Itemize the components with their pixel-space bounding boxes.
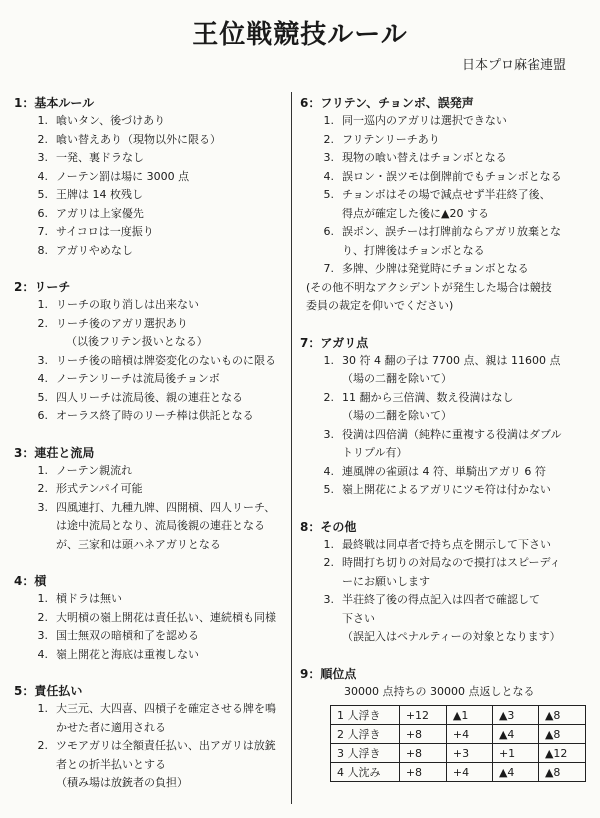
table-cell: ▲12 xyxy=(538,744,585,763)
item-number: 3. xyxy=(323,593,334,606)
item-number: 3. xyxy=(323,427,334,441)
section-heading: 2：リーチ xyxy=(14,280,71,294)
section-heading: 4：槓 xyxy=(14,574,47,588)
table-row xyxy=(331,763,586,782)
table-cell: 3 人浮き xyxy=(331,744,400,763)
rule-item xyxy=(14,149,286,168)
table-row xyxy=(331,744,586,763)
section-heading: 3：連荘と流局 xyxy=(14,445,95,460)
section-note: 委員の裁定を仰いでください) xyxy=(306,299,454,312)
item-continuation: り、打牌後はチョンボとなる xyxy=(342,243,485,257)
item-number: 2. xyxy=(37,482,48,495)
section-note: (その他不明なアクシデントが発生した場合は競技 xyxy=(306,280,552,294)
item-number: 2. xyxy=(323,390,334,404)
item-number: 4. xyxy=(323,464,334,478)
item-number: 1. xyxy=(37,463,48,477)
item-number: 2. xyxy=(323,132,334,146)
rule-item xyxy=(14,205,286,224)
rule-item xyxy=(14,242,286,261)
rule-item xyxy=(300,389,586,408)
item-number: 2. xyxy=(37,316,48,330)
item-text: 四人リーチは流局後、親の連荘となる xyxy=(56,390,243,404)
rule-item xyxy=(14,646,286,665)
table-row xyxy=(331,725,586,744)
section-heading: 6：フリテン、チョンボ、誤発声 xyxy=(300,96,474,110)
section-rank-points xyxy=(300,665,586,783)
rule-item xyxy=(300,149,586,168)
item-text: ツモアガリは全額責任払い、出アガリは放銃 xyxy=(56,739,276,752)
rank-points-table xyxy=(330,705,586,782)
table-cell: ▲4 xyxy=(492,763,538,782)
item-text: ノーテン親流れ xyxy=(56,463,133,477)
rule-item xyxy=(14,737,286,756)
item-continuation: （積み場は放銃者の負担） xyxy=(56,776,188,789)
item-number: 3. xyxy=(323,151,334,164)
item-number: 1. xyxy=(37,298,48,311)
item-continuation: （誤記入はペナルティーの対象となります） xyxy=(342,630,561,643)
rule-item xyxy=(300,260,586,279)
rule-item xyxy=(14,131,286,150)
item-continuation: は途中流局となり、流局後親の連荘となる xyxy=(56,519,265,532)
section-riichi xyxy=(14,278,286,426)
item-text: 嶺上開花と海底は重複しない xyxy=(56,647,199,661)
item-number: 1. xyxy=(37,702,48,715)
item-text: 嶺上開花によるアガリにツモ符は付かない xyxy=(342,483,551,496)
rule-item xyxy=(300,112,586,131)
rule-item xyxy=(300,131,586,150)
table-cell: 2 人浮き xyxy=(331,725,400,744)
rule-item xyxy=(14,112,286,131)
item-text: 現物の喰い替えはチョンボとなる xyxy=(342,151,507,164)
item-number: 4. xyxy=(323,169,334,183)
item-number: 1. xyxy=(323,114,334,127)
item-number: 1. xyxy=(37,592,48,605)
rule-item xyxy=(14,389,286,408)
rule-item xyxy=(14,609,286,628)
item-text: 一発、裏ドラなし xyxy=(56,151,144,164)
item-continuation: かせた者に適用される xyxy=(56,720,166,734)
item-continuation: が、三家和は頭ハネアガリとなる xyxy=(56,537,221,551)
item-text: 30 符 4 翻の子は 7700 点、親は 11600 点 xyxy=(342,353,561,367)
rule-item xyxy=(300,554,586,573)
item-number: 3. xyxy=(37,151,48,164)
rank-points-note: 30000 点持ちの 30000 点返しとなる xyxy=(344,684,535,698)
item-text: 誤ポン、誤チーは打牌前ならアガリ放棄とな xyxy=(342,225,562,238)
section-dealer-repeat xyxy=(14,444,286,555)
item-continuation: 下さい xyxy=(342,611,375,625)
item-number: 4. xyxy=(37,647,48,661)
table-cell: 1 人浮き xyxy=(331,706,400,725)
rule-item xyxy=(14,499,286,518)
item-text: 半荘終了後の得点記入は四者で確認して xyxy=(342,593,540,606)
rule-item xyxy=(300,426,586,445)
page-title: 王位戦競技ルール xyxy=(192,20,408,50)
item-number: 5. xyxy=(37,188,48,201)
item-continuation: （場の二翻を除いて） xyxy=(342,372,452,385)
section-furiten-chombo xyxy=(300,94,586,316)
section-winning-points xyxy=(300,334,586,500)
rule-item xyxy=(300,536,586,555)
item-text: 時間打ち切りの対局なので摸打はスピーディ xyxy=(342,556,561,569)
item-text: 王牌は 14 枚残し xyxy=(56,188,143,201)
section-kan xyxy=(14,572,286,664)
rule-item xyxy=(14,407,286,426)
item-number: 4. xyxy=(37,169,48,183)
section-liability xyxy=(14,682,286,793)
item-number: 1. xyxy=(323,353,334,367)
item-text: 大三元、大四喜、四槓子を確定させる牌を鳴 xyxy=(56,702,276,715)
item-text: 国士無双の暗槓和了を認める xyxy=(56,629,199,642)
section-heading: 8：その他 xyxy=(300,519,357,534)
item-text: 最終戦は同卓者で持ち点を開示して下さい xyxy=(342,537,551,551)
rule-item xyxy=(300,481,586,500)
item-number: 2. xyxy=(37,739,48,752)
column-divider xyxy=(291,92,292,804)
item-continuation: ーにお願いします xyxy=(342,574,430,588)
section-basic-rules xyxy=(14,94,286,260)
table-row xyxy=(331,706,586,725)
rule-item xyxy=(14,296,286,315)
item-text: 連風牌の雀頭は 4 符、単騎出アガリ 6 符 xyxy=(342,464,546,478)
item-text: フリテンリーチあり xyxy=(342,132,440,146)
item-text: アガリやめなし xyxy=(56,243,133,257)
item-number: 5. xyxy=(37,390,48,404)
section-heading: 9：順位点 xyxy=(300,666,357,681)
rule-item xyxy=(14,590,286,609)
rule-item xyxy=(300,186,586,205)
item-text: 槓ドラは無い xyxy=(56,592,122,605)
item-text: 大明槓の嶺上開花は責任払い、連続槓も同様 xyxy=(56,610,276,624)
rule-item xyxy=(14,223,286,242)
table-cell: +4 xyxy=(446,763,492,782)
rule-item xyxy=(14,186,286,205)
rule-item xyxy=(300,352,586,371)
table-cell: +4 xyxy=(446,725,492,744)
item-number: 6. xyxy=(37,206,48,220)
item-text: チョンボはその場で減点せず半荘終了後、 xyxy=(342,188,551,201)
item-number: 1. xyxy=(37,114,48,127)
rule-item xyxy=(14,627,286,646)
item-text: 誤ロン・誤ツモは倒牌前でもチョンボとなる xyxy=(342,169,562,183)
table-cell: +8 xyxy=(399,725,446,744)
item-text: 喰い替えあり（現物以外に限る） xyxy=(56,132,221,146)
item-number: 2. xyxy=(37,132,48,146)
table-cell: ▲8 xyxy=(538,763,585,782)
item-text: サイコロは一度振り xyxy=(56,225,154,238)
table-cell: ▲1 xyxy=(446,706,492,725)
item-text: オーラス終了時のリーチ棒は供託となる xyxy=(56,409,254,422)
table-cell: ▲4 xyxy=(492,725,538,744)
table-cell: +3 xyxy=(446,744,492,763)
item-number: 3. xyxy=(37,629,48,642)
section-other xyxy=(300,518,586,647)
rule-item xyxy=(14,352,286,371)
item-continuation: 者との折半払いとする xyxy=(56,757,166,771)
item-continuation: 得点が確定した後に▲20 する xyxy=(342,206,489,220)
item-text: 役満は四倍満（純粋に重複する役満はダブル xyxy=(342,427,562,441)
item-text: リーチの取り消しは出来ない xyxy=(56,298,199,311)
item-text: ノーテン罰は場に 3000 点 xyxy=(56,169,190,183)
item-text: リーチ後の暗槓は牌姿変化のないものに限る xyxy=(56,353,276,367)
organizer-name: 日本プロ麻雀連盟 xyxy=(461,58,566,73)
item-text: ノーテンリーチは流局後チョンボ xyxy=(56,372,220,385)
table-cell: +1 xyxy=(492,744,538,763)
right-column xyxy=(300,94,586,782)
rule-item xyxy=(14,370,286,389)
rule-item xyxy=(14,700,286,719)
item-number: 1. xyxy=(323,537,334,551)
item-text: 四風連打、九種九牌、四開槓、四人リーチ、 xyxy=(56,500,276,514)
item-text: 多牌、少牌は発覚時にチョンボとなる xyxy=(342,262,529,275)
item-number: 7. xyxy=(323,262,334,275)
left-column xyxy=(14,94,286,793)
table-cell: ▲3 xyxy=(492,706,538,725)
item-text: アガリは上家優先 xyxy=(56,206,144,220)
item-number: 5. xyxy=(323,188,334,201)
item-number: 3. xyxy=(37,500,48,514)
item-number: 2. xyxy=(37,610,48,624)
rule-item xyxy=(300,591,586,610)
rule-item xyxy=(14,462,286,481)
item-continuation: （以後フリテン扱いとなる） xyxy=(66,335,208,348)
section-heading: 7：アガリ点 xyxy=(300,335,369,350)
table-cell: +12 xyxy=(399,706,446,725)
item-text: リーチ後のアガリ選択あり xyxy=(56,316,188,330)
table-cell: ▲8 xyxy=(538,706,585,725)
rule-item xyxy=(14,315,286,334)
item-continuation: トリプル有） xyxy=(342,446,408,459)
table-cell: +8 xyxy=(399,744,446,763)
item-number: 4. xyxy=(37,372,48,385)
item-text: 形式テンパイ可能 xyxy=(56,482,143,495)
item-number: 8. xyxy=(37,243,48,257)
item-number: 5. xyxy=(323,483,334,496)
item-continuation: （場の二翻を除いて） xyxy=(342,409,452,422)
rule-item xyxy=(14,168,286,187)
section-heading: 5：責任払い xyxy=(14,684,83,698)
rule-item xyxy=(300,463,586,482)
item-text: 喰いタン、後づけあり xyxy=(56,114,166,127)
item-number: 6. xyxy=(37,409,48,422)
rule-item xyxy=(300,168,586,187)
item-number: 3. xyxy=(37,353,48,367)
item-number: 2. xyxy=(323,556,334,569)
section-heading: 1：基本ルール xyxy=(14,96,95,110)
table-cell: 4 人沈み xyxy=(331,763,400,782)
table-cell: ▲8 xyxy=(538,725,585,744)
item-number: 7. xyxy=(37,225,48,238)
item-text: 11 翻から三倍満、数え役満はなし xyxy=(342,390,514,404)
item-text: 同一巡内のアガリは選択できない xyxy=(342,114,507,127)
rule-item xyxy=(14,480,286,499)
item-number: 6. xyxy=(323,225,334,238)
table-cell: +8 xyxy=(399,763,446,782)
rule-item xyxy=(300,223,586,242)
